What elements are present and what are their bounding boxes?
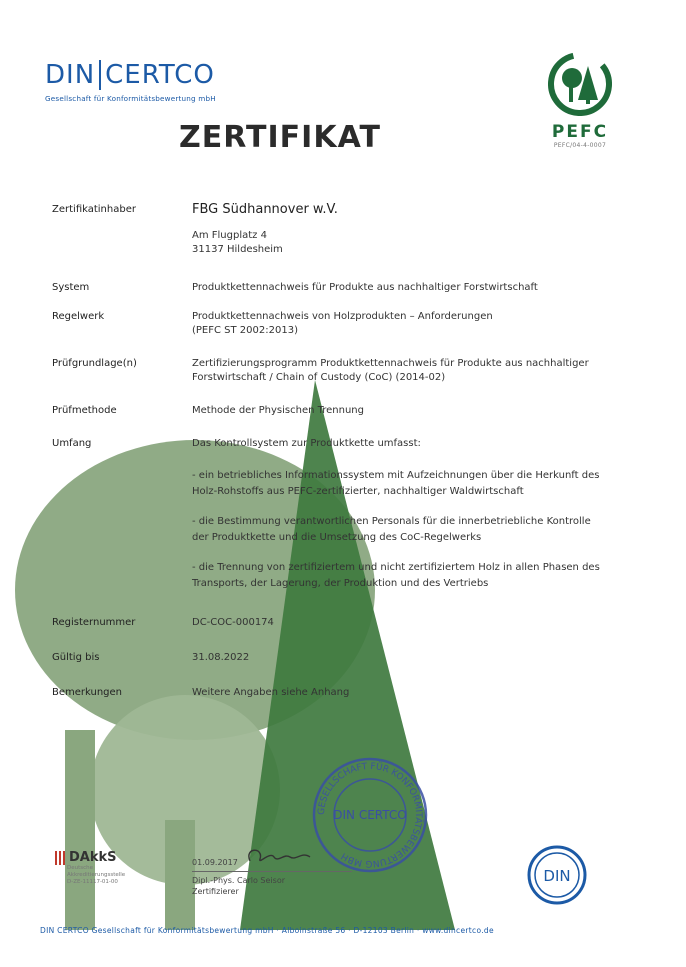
dakks-line2: Akkreditierungsstelle bbox=[67, 872, 126, 878]
field-label: Umfang bbox=[52, 438, 92, 449]
umfang-intro: Das Kontrollsystem zur Produktkette umfasst: bbox=[192, 438, 421, 449]
dakks-bars-icon bbox=[55, 851, 65, 865]
umfang-item-line2: Holz-Rohstoffs aus PEFC-zertifizierter, nachhaltiger Waldwirtschaft bbox=[192, 486, 524, 497]
field-label: Prüfgrundlage(n) bbox=[52, 358, 137, 369]
dakks-line1: Deutsche bbox=[67, 865, 94, 871]
umfang-item-line1: - ein betriebliches Informationssystem mit Aufzeichnungen über die Herkunft des bbox=[192, 470, 600, 481]
umfang-item bbox=[192, 468, 652, 500]
stamp-center-text: DIN CERTCO bbox=[333, 808, 407, 822]
dakks-logo bbox=[55, 850, 125, 886]
signature-scribble bbox=[240, 845, 350, 867]
umfang-item bbox=[192, 560, 652, 592]
holder-address-line2: 31137 Hildesheim bbox=[192, 244, 283, 255]
field-label: System bbox=[52, 282, 90, 293]
field-value: Produktkettennachweis für Produkte aus nachhaltiger Forstwirtschaft bbox=[192, 282, 538, 293]
field-label: Regelwerk bbox=[52, 311, 105, 322]
stamp-ring-text: GESELLSCHAFT FÜR KONFORMITÄTSBEWERTUNG MBH bbox=[316, 761, 424, 869]
signature-line bbox=[192, 871, 352, 872]
umfang-item-line2: der Produktkette und die Umsetzung des CoC-Regelwerks bbox=[192, 532, 482, 543]
dakks-line3: D-ZE-11117-01-00 bbox=[67, 879, 118, 885]
page-title: ZERTIFIKAT bbox=[179, 120, 381, 155]
umfang-item-line2: Transports, der Lagerung, der Produktion und des Vertriebs bbox=[192, 578, 489, 589]
issuer-tagline: Gesellschaft für Konformitätsbewertung mbH bbox=[45, 94, 216, 103]
field-value-line2: Forstwirtschaft / Chain of Custody (CoC) (2014-02) bbox=[192, 372, 446, 383]
din-logo-text: DIN bbox=[45, 60, 101, 90]
din-round-text: DIN bbox=[543, 867, 571, 885]
din-certco-logo bbox=[45, 60, 216, 103]
footer-address: DIN CERTCO Gesellschaft für Konformitätsbewertung mbH · Alboinstraße 56 · D-12103 Berlin · www.dincertco.de bbox=[40, 926, 494, 935]
din-round-logo bbox=[526, 844, 588, 906]
pefc-name: PEFC bbox=[551, 122, 609, 142]
field-label: Zertifikatinhaber bbox=[52, 204, 136, 215]
field-label: Prüfmethode bbox=[52, 405, 117, 416]
signature-role: Zertifizierer bbox=[192, 887, 239, 896]
field-value: Methode der Physischen Trennung bbox=[192, 405, 364, 416]
umfang-item bbox=[192, 514, 652, 546]
certco-logo-text: CERTCO bbox=[105, 60, 215, 90]
field-label: Gültig bis bbox=[52, 652, 100, 663]
umfang-item-line1: - die Trennung von zertifiziertem und nicht zertifiziertem Holz in allen Phasen des bbox=[192, 562, 600, 573]
pefc-tree-icon bbox=[548, 52, 612, 116]
pefc-code: PEFC/04-4-0007 bbox=[553, 142, 607, 149]
holder-name: FBG Südhannover w.V. bbox=[192, 202, 338, 217]
umfang-item-line1: - die Bestimmung verantwortlichen Personals für die innerbetriebliche Kontrolle bbox=[192, 516, 591, 527]
holder-address-line1: Am Flugplatz 4 bbox=[192, 230, 267, 241]
field-value-line1: Zertifizierungsprogramm Produktkettennachweis für Produkte aus nachhaltiger bbox=[192, 358, 589, 369]
field-value: Weitere Angaben siehe Anhang bbox=[192, 687, 350, 698]
field-label: Bemerkungen bbox=[52, 687, 123, 698]
dakks-name: DAkkS bbox=[69, 850, 117, 865]
field-label: Registernummer bbox=[52, 617, 136, 628]
signature-date: 01.09.2017 bbox=[192, 858, 238, 867]
signature-block bbox=[192, 857, 352, 897]
field-value-line1: Produktkettennachweis von Holzprodukten – Anforderungen bbox=[192, 311, 493, 322]
field-value: DC-COC-000174 bbox=[192, 617, 274, 628]
signature-name: Dipl.-Phys. Carlo Seisor bbox=[192, 876, 286, 885]
field-value-line2: (PEFC ST 2002:2013) bbox=[192, 325, 298, 336]
field-value: 31.08.2022 bbox=[192, 652, 250, 663]
